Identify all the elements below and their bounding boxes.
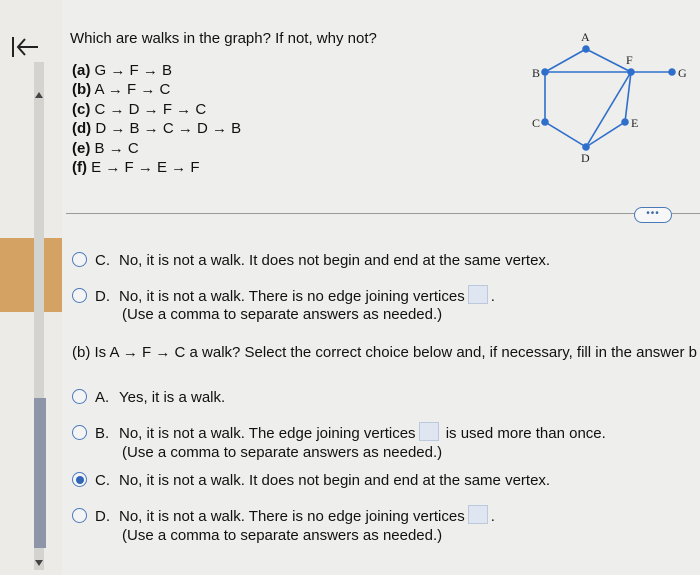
- radio-button[interactable]: [72, 252, 87, 267]
- graph-node: [668, 68, 676, 76]
- vertex-label: D: [581, 151, 590, 165]
- scroll-up-icon[interactable]: [35, 92, 43, 98]
- vertex-label: A: [581, 30, 590, 44]
- graph-node: [621, 118, 629, 126]
- vertex-label: F: [626, 53, 633, 67]
- walk-item: (d) D → B → C → D → B: [72, 120, 242, 138]
- radio-button[interactable]: [72, 508, 87, 523]
- answer-hint: (Use a comma to separate answers as needed.): [122, 444, 443, 461]
- part-b-option-c[interactable]: C. No, it is not a walk. It does not begin and end at the same vertex.: [72, 472, 550, 489]
- graph-node: [541, 118, 549, 126]
- graph-node: [541, 68, 549, 76]
- answer-hint: (Use a comma to separate answers as needed.): [122, 527, 443, 544]
- part-a-option-d[interactable]: D. No, it is not a walk. There is no edge joining vertices .: [72, 285, 495, 305]
- walk-item: (c) C → D → F → C: [72, 100, 207, 118]
- vertices-answer-box[interactable]: [468, 505, 488, 524]
- scrollbar-thumb[interactable]: [34, 398, 46, 548]
- answer-hint: (Use a comma to separate answers as needed.): [122, 306, 443, 323]
- section-divider: [672, 213, 700, 214]
- radio-button[interactable]: [72, 288, 87, 303]
- graph-node: [627, 68, 635, 76]
- walk-item: (f) E → F → E → F: [72, 159, 200, 177]
- part-a-option-c[interactable]: C. No, it is not a walk. It does not begin and end at the same vertex.: [72, 252, 550, 269]
- graph-figure: [528, 30, 698, 175]
- vertex-label: G: [678, 66, 687, 80]
- walk-item: (a) G → F → B: [72, 62, 173, 79]
- graph-node: [582, 45, 590, 53]
- radio-button-selected[interactable]: [72, 472, 87, 487]
- part-b-option-b[interactable]: B. No, it is not a walk. The edge joining vertices is used more than once.: [72, 422, 606, 442]
- vertices-answer-box[interactable]: [419, 422, 439, 441]
- question-text: Which are walks in the graph? If not, why not?: [70, 30, 377, 47]
- walk-item: (b) A → F → C: [72, 81, 171, 99]
- vertex-label: C: [532, 116, 541, 130]
- side-highlight: [0, 238, 62, 312]
- part-b-option-d[interactable]: D. No, it is not a walk. There is no edge joining vertices .: [72, 505, 495, 525]
- scroll-down-icon[interactable]: [35, 560, 43, 566]
- vertices-answer-box[interactable]: [468, 285, 488, 304]
- vertex-label: E: [631, 116, 639, 130]
- graph-node: [582, 143, 590, 151]
- walk-item: (e) B → C: [72, 139, 139, 157]
- radio-button[interactable]: [72, 425, 87, 440]
- part-b-prompt: (b) Is A → F → C a walk? Select the correct choice below and, if necessary, fill in the answer b: [72, 344, 697, 361]
- more-button[interactable]: •••: [634, 207, 672, 223]
- vertex-label: B: [532, 66, 541, 80]
- section-divider: [66, 213, 636, 214]
- graph-edges: [545, 49, 672, 147]
- radio-button[interactable]: [72, 389, 87, 404]
- part-b-option-a[interactable]: A. Yes, it is a walk.: [72, 389, 225, 406]
- walk-list: [72, 61, 241, 177]
- back-to-start-icon[interactable]: [10, 34, 40, 60]
